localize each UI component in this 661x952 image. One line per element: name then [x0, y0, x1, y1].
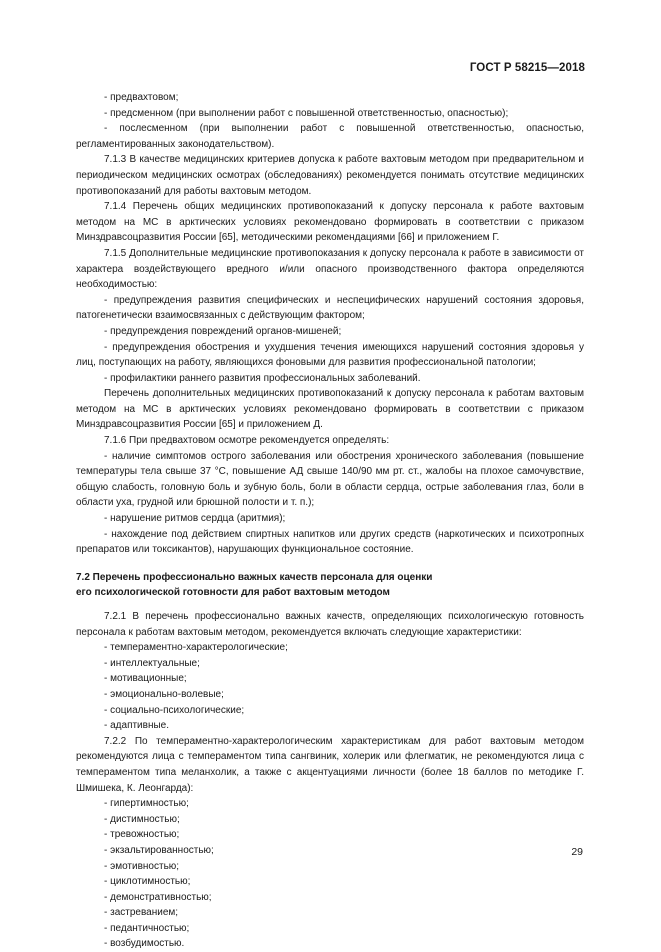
list-item: - экзальтированностью; [104, 844, 214, 856]
paragraph-7-1-6: 7.1.6 При предвахтовом осмотре рекомендуется определять: [104, 435, 390, 447]
list-item: - темпераментно-характерологические; [104, 642, 288, 654]
page-number: 29 [571, 846, 583, 858]
list-item: - дистимностью; [104, 813, 180, 825]
list-item: - эмоционально-волевые; [104, 688, 224, 700]
list-item: - эмотивностью; [104, 860, 180, 872]
paragraph-7-1-4: 7.1.4 Перечень общих медицинских противопоказаний к допуску персонала к работе вахтовым методом на МС в арктических условиях рекомендовано формировать в соответствии с приказом Минздравсоцразвития России [65], методическими рекомендациями [66] и приложением Г. [76, 201, 584, 244]
list-item: - застреванием; [104, 907, 179, 919]
list-item: - тревожностью; [104, 829, 180, 841]
paragraph-7-1-3: 7.1.3 В качестве медицинских критериев допуска к работе вахтовым методом при предварительном и периодическом медицинских осмотрах (обследованиях) рекомендуется понимать отсутствие медицинских противопоказаний для работы вахтовым методом. [76, 154, 584, 197]
section-heading-7-2 [76, 570, 584, 601]
heading-line: 7.2 Перечень профессионально важных качеств персонала для оценки [76, 571, 433, 583]
intro-list [76, 90, 584, 152]
list-item: - возбудимостью. [104, 938, 185, 950]
list-item: - предупреждения повреждений органов-мишеней; [104, 325, 342, 337]
list-item: - педантичностью; [104, 922, 190, 934]
list-item: - демонстративностью; [104, 891, 212, 903]
page-body [76, 90, 584, 952]
paragraph-7-1-5: 7.1.5 Дополнительные медицинские противопоказания к допуску персонала к работе в зависимости от характера воздействующего вредного и/или опасного производственного фактора определяются необходимостью: [76, 247, 584, 291]
list-7-1-5 [76, 293, 584, 387]
list-7-1-6 [76, 449, 584, 558]
list-item: - послесменном (при выполнении работ с повышенной ответственностью, опасностью, регламентированных законодательством). [76, 123, 584, 150]
list-item: - нахождение под действием спиртных напитков или других средств (наркотических и психотропных препаратов или токсикантов), нарушающих функциональное состояние. [76, 528, 584, 556]
list-item: - наличие симптомов острого заболевания или обострения хронического заболевания (повышение температуры тела свыше 37 °С, повышение АД свыше 140/90 мм рт. ст., жалобы на плохое самочувствие, общую слабость, головную боль и зубную боль, боли в области сердца, острые заболевания глаз, боли в области уха, грудной или брюшной полости и т. п.); [76, 450, 584, 509]
paragraph-7-1-5-continued: Перечень дополнительных медицинских противопоказаний к допуску персонала к работам вахтовым методом на МС в арктических условиях рекомендовано формировать в соответствии с приказом Минздравсоцразвития России [65] и приложением Д. [76, 388, 584, 431]
list-item: - циклотимностью; [104, 876, 191, 888]
list-item: - гипертимностью; [104, 798, 189, 810]
list-item: - предвахтовом; [104, 92, 179, 103]
list-item: - предсменном (при выполнении работ с повышенной ответственностью, опасностью); [104, 107, 509, 119]
list-7-2-2 [76, 796, 584, 952]
list-item: - социально-психологические; [104, 704, 245, 716]
document-code-header: ГОСТ Р 58215—2018 [469, 62, 585, 74]
list-item: - интеллектуальные; [104, 657, 200, 669]
paragraph-7-2-2: 7.2.2 По темпераментно-характерологическим характеристикам для работ вахтовым методом рекомендуются лица с темпераментом типа сангвиник, холерик или флегматик, не рекомендуются лица с темпераментом типа меланхолик, а также с акцентуациями личности (более 18 баллов по методике Г. Шмишека, К. Леонгарда): [76, 735, 584, 794]
list-item: - предупреждения обострения и ухудшения течения имеющихся нарушений состояния здоровья у лиц, поступающих на работу, являющихся фоновыми для развития профессиональной патологии; [76, 341, 584, 369]
list-item: - мотивационные; [104, 673, 187, 685]
list-item: - адаптивные. [104, 720, 170, 732]
heading-line: его психологической готовности для работ вахтовым методом [76, 587, 390, 599]
list-item: - нарушение ритмов сердца (аритмия); [104, 513, 286, 525]
list-item: - предупреждения развития специфических и неспецифических нарушений состояния здоровья, патогенетически взаимосвязанных с действующим фактором; [76, 294, 584, 322]
paragraph-7-2-1: 7.2.1 В перечень профессионально важных качеств, определяющих психологическую готовность персонала к работам вахтовым методом, рекомендуется включать следующие характеристики: [76, 611, 584, 638]
list-7-2-1 [76, 640, 584, 734]
list-item: - профилактики раннего развития профессиональных заболеваний. [104, 372, 421, 384]
